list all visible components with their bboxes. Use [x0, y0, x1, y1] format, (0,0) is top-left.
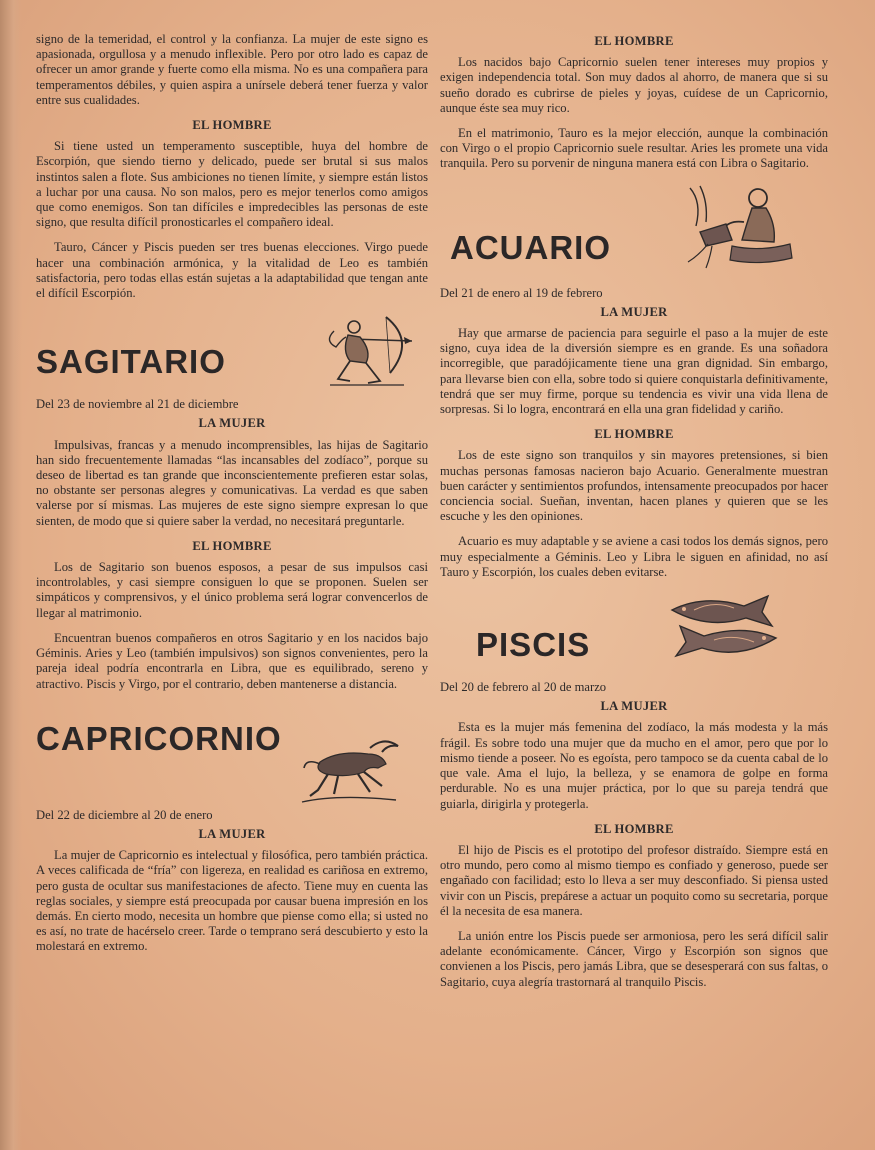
acuario-mujer-paragraph: Hay que armarse de paciencia para seguirle el paso a la mujer de este signo, cuya idea de la diversión siempre es en grande. Es una soñadora incorregible, que paradójicamente tiene una gran dignidad. Sin embargo, para llevarse bien con ella, sobre todo si quiere conquistarla definitivamente, tendrá que ser muy firme, porque su tendencia es vivir una vida llena de sorpresas. Si lo logra, encontrará en ella una gran fidelidad y cariño.	[440, 326, 828, 417]
escorpion-hombre-paragraph: Si tiene usted un temperamento susceptible, huya del hombre de Escorpión, que siendo tierno y delicado, puede ser brutal si sus malos instintos salen a flote. Sus ambiciones no tienen límite, y siempre están listos a luchar por una causa. No son malos, pero es mejor tenerlos como amigos que como enemigos. Son tan difíciles e impredecibles las personas de este signo, que resulta difícil pronosticarles el compañero ideal.	[36, 139, 428, 230]
capricornio-hombre-paragraph: Los nacidos bajo Capricornio suelen tener intereses muy propios y exigen independencia total. Son muy dados al ahorro, de manera que si su sueño dorado es cubrirse de pieles y joyas, cuídese de un Capricornio, aunque éste sea muy rico.	[440, 55, 828, 115]
piscis-header	[440, 590, 828, 674]
sagitario-header	[36, 311, 428, 391]
escorpion-hombre-heading: EL HOMBRE	[192, 118, 272, 133]
acuario-dates: Del 21 de enero al 19 de febrero	[440, 285, 603, 300]
piscis-mujer-paragraph: Esta es la mujer más femenina del zodíaco, la más modesta y la más frágil. Es sobre todo una mujer que da mucho en el amor, pero que por lo mismo tiende a poseer. No es egoísta, pero tampoco se da cuenta cabal de lo que vale. Ama el lujo, la belleza, y se enamora de golpe en forma perdurable. No es una mujer práctica, por lo que su pareja tendrá que guiarla, dirigirla y protegerla.	[440, 720, 828, 811]
sagitario-compat-paragraph: Encuentran buenos compañeros en otros Sagitario y en los nacidos bajo Géminis. Aries y Leo (también impulsivos) son signos convenientes, pero la pareja ideal podría encontrarla en Libra, que es equilibrado, sereno y atractivo. Piscis y Virgo, por el contrario, deben mantenerse a distancia.	[36, 630, 428, 691]
acuario-hombre-heading: EL HOMBRE	[594, 427, 674, 442]
sagitario-hombre-heading: EL HOMBRE	[192, 538, 272, 553]
acuario-mujer-heading: LA MUJER	[600, 304, 668, 319]
right-column	[440, 32, 828, 1000]
capricornio-hombre-heading: EL HOMBRE	[594, 34, 674, 48]
capricornio-title: CAPRICORNIO	[36, 719, 282, 757]
escorpion-compat-paragraph: Tauro, Cáncer y Piscis pueden ser tres buenas elecciones. Virgo puede hacer una combinación armónica, y la vitalidad de Leo es también satisfactoria, pero todas ellas están sujetas a la adaptabilidad que tengan ante el difícil Escorpión.	[36, 240, 428, 301]
capricornio-mujer-heading: LA MUJER	[198, 826, 266, 841]
acuario-compat-paragraph: Acuario es muy adaptable y se aviene a casi todos los demás signos, pero muy especialmente a Géminis. Leo y Libra le siguen en afinidad, no así Tauro y Escorpión, los cuales deben evitarse.	[440, 534, 828, 579]
archer-icon	[320, 311, 420, 389]
water-bearer-icon	[680, 182, 800, 272]
acuario-hombre-paragraph: Los de este signo son tranquilos y sin mayores pretensiones, si bien muchas personas famosas nacieron bajo Acuario. Generalmente muestran buen carácter y sentimientos profundos, intensamente preocupados por hacer conciencia social. Sueñan, inventan, hacen planes y quieren que se les escuche y les den opiniones.	[440, 448, 828, 524]
left-column	[36, 32, 428, 965]
fish-icon	[664, 590, 784, 666]
sagitario-hombre-paragraph: Los de Sagitario son buenos esposos, a pesar de sus impulsos casi incontrolables, y casi siempre consiguen lo que se proponen. Suelen ser simpáticos y comprensivos, y el único problema será lograr convencerlos de llegar al matrimonio.	[36, 560, 428, 620]
piscis-hombre-paragraph: El hijo de Piscis es el prototipo del profesor distraído. Siempre está en otro mundo, pero como al mismo tiempo es confiado y generoso, puede ser engañado con facilidad; esto lo lleva a ser muy desconfiado. Si piensa usted vivir con un Piscis, prepárese a actuar un poquito como su secretaria, porque él la necesita de esa manera.	[440, 842, 828, 918]
piscis-dates: Del 20 de febrero al 20 de marzo	[440, 680, 607, 695]
piscis-title: PISCIS	[476, 625, 591, 663]
sagitario-mujer-paragraph: Impulsivas, francas y a menudo incomprensibles, las hijas de Sagitario han sido frecuentemente llamadas “las incansables del zodíaco”, porque su deseo de libertad es tan grande que inconscientemente prefieren estar solas, no obstante ser personas alegres y comunicativas. La verdad es que saben valerse por sí mismas. Las mujeres de este signo siempre expresan lo que sienten, de modo que si quiere saber la verdad, no necesitará preguntarle.	[36, 437, 428, 528]
piscis-hombre-heading: EL HOMBRE	[594, 821, 674, 836]
acuario-title: ACUARIO	[450, 229, 611, 267]
acuario-header	[440, 182, 828, 280]
sagitario-title: SAGITARIO	[36, 343, 226, 381]
sagitario-mujer-heading: LA MUJER	[198, 416, 266, 431]
capricornio-mujer-paragraph: La mujer de Capricornio es intelectual y filosófica, pero también práctica. A veces calificada de “fría” con ligereza, en realidad es cariñosa en extremo, pero gusta de ocultar sus manifestaciones de afecto. Tiene muy en cuenta las reglas sociales, y siempre está preocupada por causar buena impresión en los demás. En cierto modo, necesita un hombre que piense como ella; si usted no es así, no trate de hacérselo creer. Tarde o temprano será descubierto y esto la molestará en extremo.	[36, 848, 428, 954]
piscis-compat-paragraph: La unión entre los Piscis puede ser armoniosa, pero les será difícil salir adelante económicamente. Cáncer, Virgo y Escorpión son signos que convienen a los Piscis, pero jamás Libra, que se desesperará con sus faltas, o Sagitario, cuya alegría trastornará al tranquilo Piscis.	[440, 928, 828, 989]
capricornio-dates: Del 22 de diciembre al 20 de enero	[36, 807, 213, 822]
escorpion-mujer-continuation: signo de la temeridad, el control y la confianza. La mujer de este signo es apasionada, orgullosa y a menudo inflexible. Pero por otro lado es capaz de ofrecer un amor grande y fuerte como ella misma. No es una compañera para temperamentos débiles, y quien aspira a unírsele deberá tener fuerza y valor entre sus cualidades.	[36, 32, 428, 107]
piscis-mujer-heading: LA MUJER	[600, 699, 668, 714]
goat-icon	[298, 738, 408, 808]
sagitario-dates: Del 23 de noviembre al 21 de diciembre	[36, 397, 239, 412]
page-fold-shadow	[0, 0, 22, 1150]
capricornio-header	[36, 702, 428, 802]
capricornio-compat-paragraph: En el matrimonio, Tauro es la mejor elección, aunque la combinación con Virgo o el propio Capricornio suele resultar. Aries les promete una vida tranquila. Pero su porvenir de ninguna manera está con Libra o Sagitario.	[440, 126, 828, 171]
